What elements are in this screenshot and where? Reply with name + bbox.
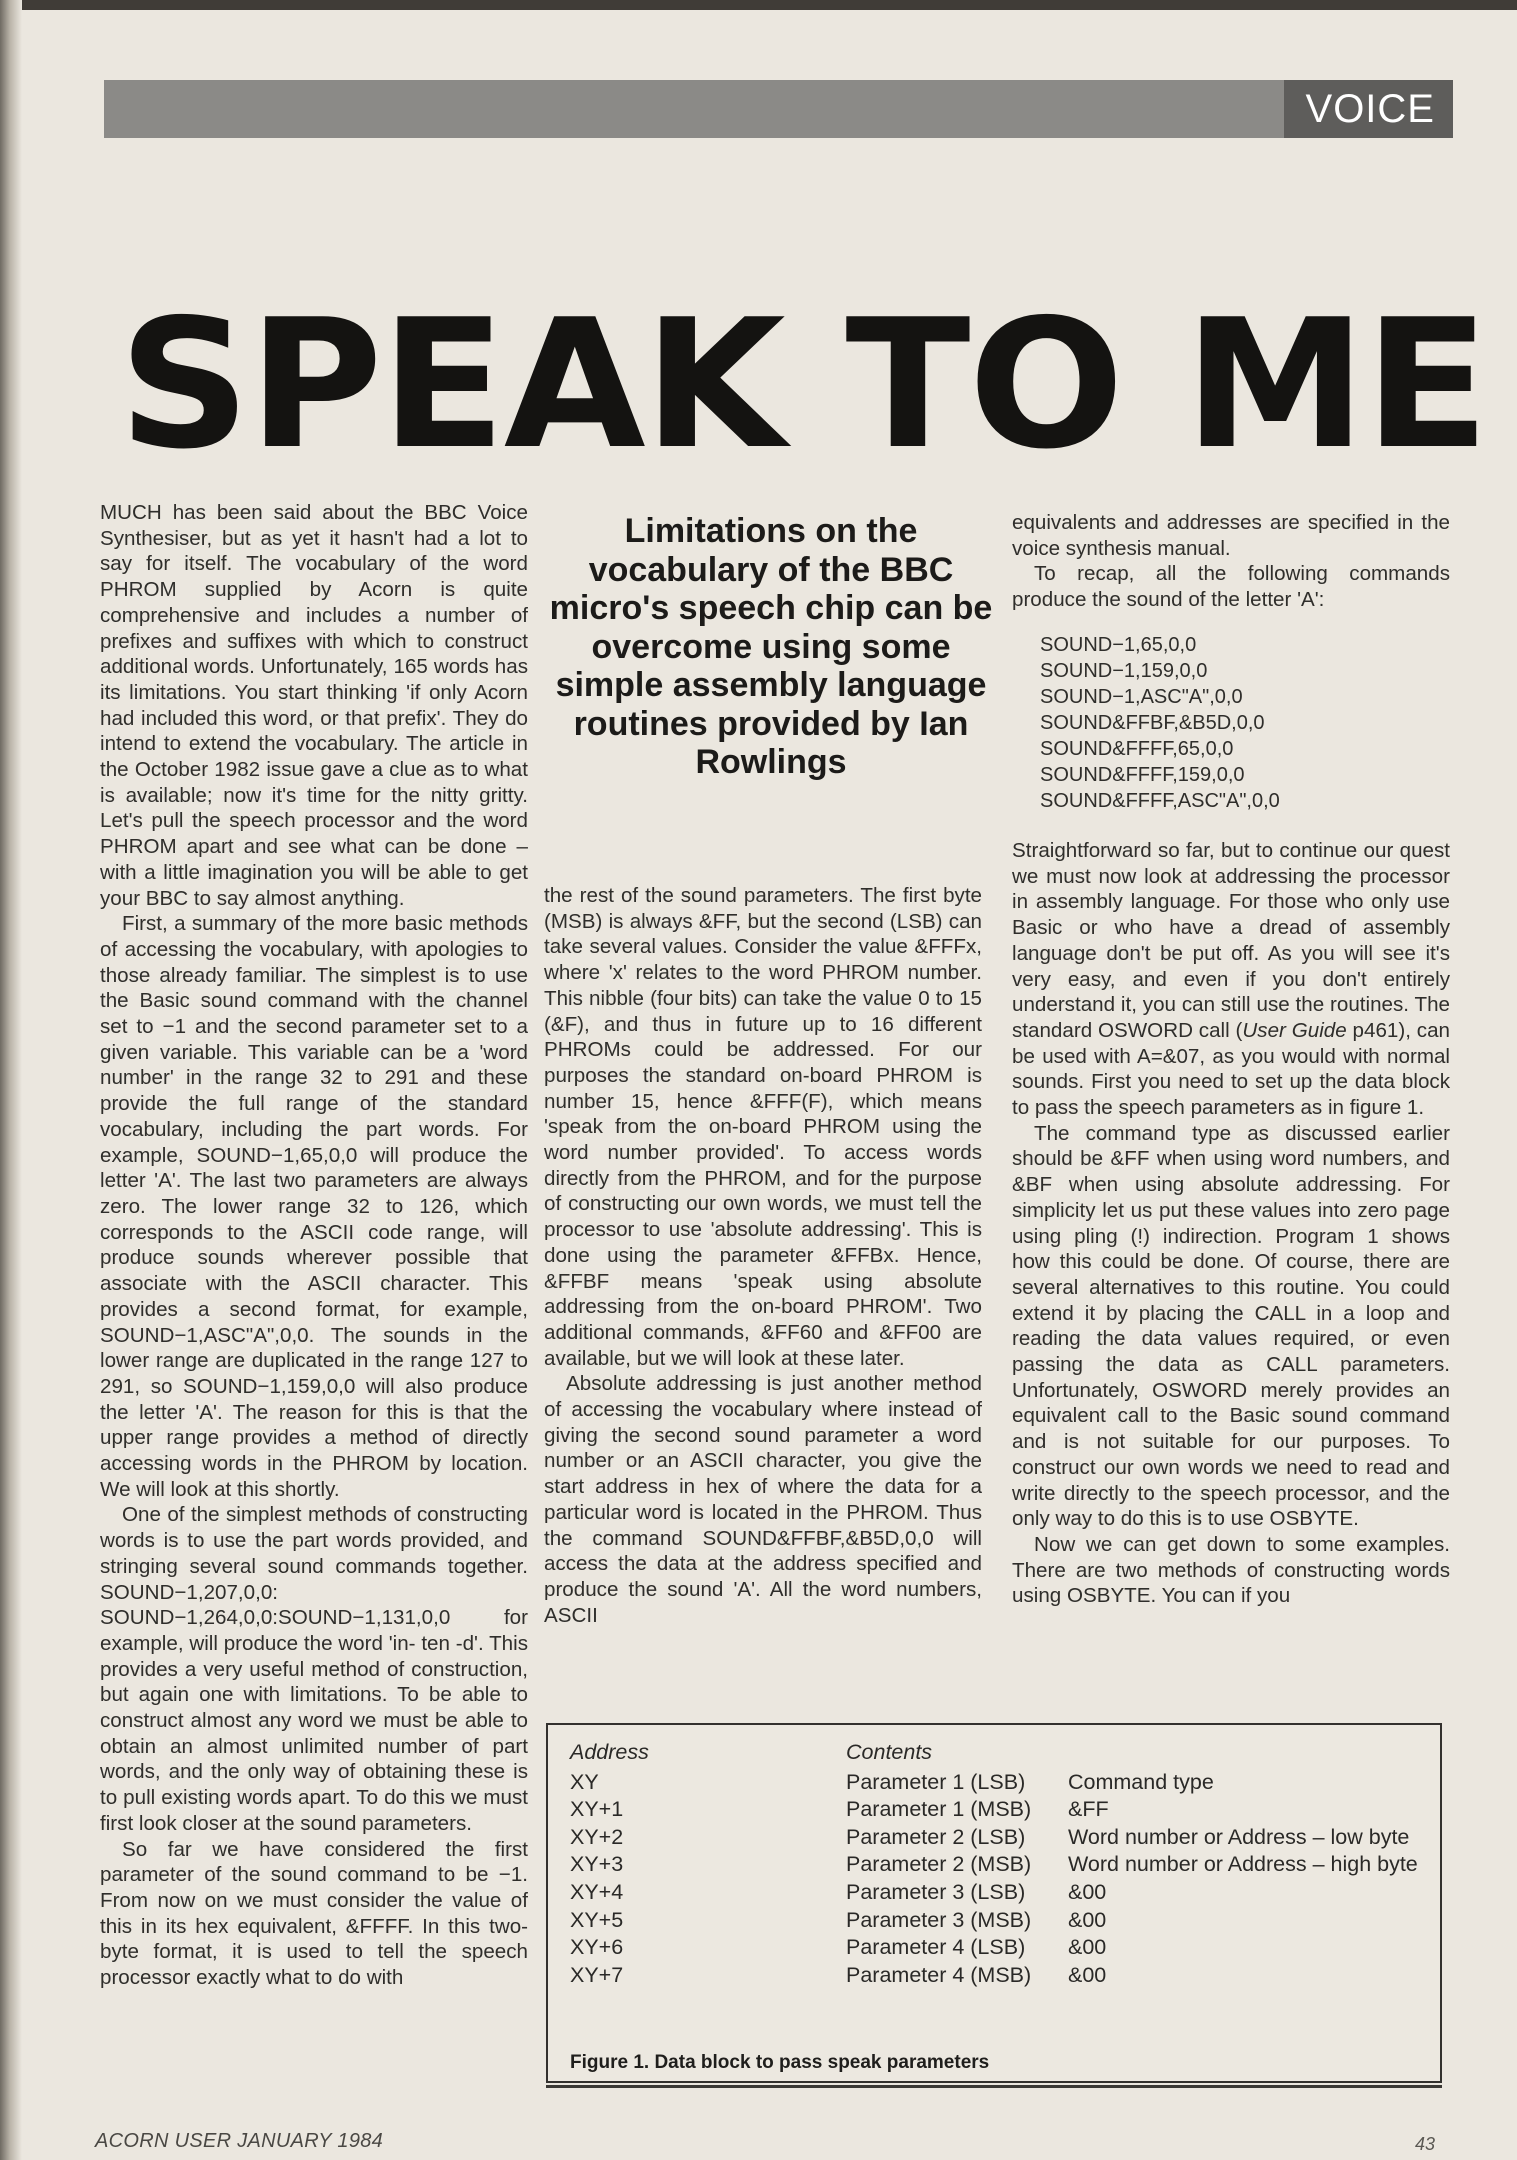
paragraph: One of the simplest methods of constructing words is to use the part words provided, and stringing several sound commands together. SOUND−1,207,0,0: SOUND−1,264,0,0:SOUND−1,131,0,0 for example, will produce the word 'in- ten -d'. This provides a very useful method of construction, but again one with limitations. To be able to construct almost any word we must be able to obtain an almost unlimited number of part words, and the only way of obtaining these is to pull existing words apart. To do this we must first look closer at the sound parameters. (100, 1503, 528, 1835)
table-cell: Parameter 1 (LSB) (846, 1769, 1026, 1794)
table-row (570, 1962, 1418, 1990)
table-cell: Parameter 3 (MSB) (846, 1907, 1032, 1932)
table-header-row (570, 1733, 1418, 1769)
code-examples (1040, 632, 1440, 814)
table-cell: &00 (1068, 1962, 1107, 1987)
column-3-intro (1012, 510, 1450, 613)
article-headline: SPEAK TO ME (118, 281, 1488, 488)
section-banner (104, 80, 1453, 138)
table-cell: Parameter 3 (LSB) (846, 1879, 1026, 1904)
code-line: SOUND−1,159,0,0 (1040, 660, 1208, 682)
table-cell: Parameter 2 (MSB) (846, 1852, 1032, 1877)
table-cell: Word number or Address – high byte (1068, 1852, 1418, 1877)
paragraph: So far we have considered the first parameter of the sound command to be −1. From now on we must consider the value of this in its hex equivalent, &FFFF. In this two-byte format, it is used to tell the speech processor exactly what to do with (100, 1837, 528, 1990)
code-line: SOUND&FFFF,159,0,0 (1040, 764, 1245, 786)
table-cell: XY (570, 1769, 599, 1794)
paragraph: Now we can get down to some examples. There are two methods of constructing words using OSBYTE. You can if you (1012, 1532, 1450, 1608)
table-cell: XY+5 (570, 1907, 624, 1932)
footer-page-number: 43 (1415, 2134, 1436, 2154)
paragraph: MUCH has been said about the BBC Voice Synthesiser, but as yet it hasn't had a lot to say for itself. The vocabulary of the word PHROM supplied by Acorn is quite comprehensive and includes a number of prefixes and suffixes with which to construct additional words. Unfortunately, 165 words has its limitations. You start thinking 'if only Acorn had included this word, or that prefix'. They do intend to extend the vocabulary. The article in the October 1982 issue gave a clue as to what is available; now it's time for the nitty gritty. Let's pull the speech processor and the word PHROM apart and see what can be done – with a little imagination you will be able to get your BBC to say almost anything. (100, 501, 528, 910)
paragraph: To recap, all the following commands produce the sound of the letter 'A': (1012, 562, 1450, 612)
table-row (570, 1824, 1418, 1852)
table-cell: XY+4 (570, 1879, 624, 1904)
column-header (1068, 1733, 1418, 1769)
column-header: Address (570, 1740, 649, 1764)
paragraph (1012, 838, 1450, 1121)
page-top-edge (0, 0, 1517, 10)
column-3-body (1012, 838, 1450, 1609)
table-cell: Command type (1068, 1769, 1214, 1794)
column-2 (544, 883, 982, 1628)
text-run-italic: User Guide (1242, 1018, 1347, 1042)
code-line: SOUND&FFBF,&B5D,0,0 (1040, 712, 1265, 734)
table-row (570, 1934, 1418, 1962)
table-cell: Word number or Address – low byte (1068, 1824, 1410, 1849)
figure-1-box (546, 1723, 1442, 2083)
code-line: SOUND−1,65,0,0 (1040, 634, 1197, 656)
table-cell: &FF (1068, 1797, 1109, 1822)
text-run: Straightforward so far, but to continue our quest we must now look at addressing the processor in assembly language. For those who only use Basic or who have a dread of assembly language don't be put off. As you will see it's very easy, and even if you don't entirely understand it, you can still use the routines. The standard OSWORD call ( (1012, 839, 1450, 1042)
table-cell: XY+1 (570, 1797, 624, 1822)
table-cell: Parameter 1 (MSB) (846, 1797, 1032, 1822)
figure-caption: Figure 1. Data block to pass speak parameters (570, 2052, 990, 2073)
table-cell: &00 (1068, 1879, 1107, 1904)
table-row (570, 1907, 1418, 1935)
paragraph: First, a summary of the more basic methods of accessing the vocabulary, with apologies to those already familiar. The simplest is to use the Basic sound command with the channel set to −1 and the second parameter set to a given variable. This variable can be a 'word number' in the range 32 to 291 and these provide the full range of the standard vocabulary, including the part words. For example, SOUND−1,65,0,0 will produce the letter 'A'. The last two parameters are always zero. The lower range 32 to 126, which corresponds to the ASCII code range, will produce sounds wherever possible that associate with the ASCII character. This provides a second format, for example, SOUND−1,ASC"A",0,0. The sounds in the lower range are duplicated in the range 127 to 291, so SOUND−1,159,0,0 will also produce the letter 'A'. The reason for this is that the upper range provides a method of directly accessing words in the PHROM by location. We will look at this shortly. (100, 912, 528, 1501)
paragraph: The command type as discussed earlier should be &FF when using word numbers, and &BF when using absolute addressing. For simplicity let us put these values into zero page using pling (!) indirection. Program 1 shows how this could be done. Of course, there are several alternatives to this routine. You could extend it by placing the CALL in a loop and reading the data values required, or even passing the data as CALL parameters. Unfortunately, OSWORD merely provides an equivalent call to the Basic sound command and is not suitable for our purposes. To construct our own words we need to read and write directly to the speech processor, and the only way to do this is to use OSBYTE. (1012, 1121, 1450, 1531)
code-line: SOUND&FFFF,ASC"A",0,0 (1040, 790, 1280, 812)
table-row (570, 1879, 1418, 1907)
table-cell: XY+3 (570, 1852, 624, 1877)
column-header: Contents (846, 1740, 933, 1764)
table-cell: &00 (1068, 1907, 1107, 1932)
table-row (570, 1769, 1418, 1797)
table-cell: XY+6 (570, 1935, 624, 1960)
binding-shadow (0, 0, 22, 2160)
table-cell: XY+7 (570, 1962, 624, 1987)
table-cell: Parameter 4 (LSB) (846, 1935, 1026, 1960)
table-cell: &00 (1068, 1935, 1107, 1960)
code-line: SOUND&FFFF,65,0,0 (1040, 738, 1234, 760)
table-row (570, 1796, 1418, 1824)
column-1 (100, 500, 528, 1991)
table-cell: Parameter 4 (MSB) (846, 1962, 1032, 1987)
table-cell: XY+2 (570, 1824, 624, 1849)
section-label: VOICE (1284, 80, 1453, 138)
code-line: SOUND−1,ASC"A",0,0 (1040, 686, 1243, 708)
figure-rule (546, 2085, 1442, 2088)
footer-publication: ACORN USER JANUARY 1984 (95, 2130, 384, 2152)
table-cell: Parameter 2 (LSB) (846, 1824, 1026, 1849)
text-run: p461), can be used with A=&07, as you would with normal sounds. First you need to set up the data block to pass the speech parameters as in figure 1. (1012, 1018, 1450, 1120)
table-row (570, 1851, 1418, 1879)
article-standfirst: Limitations on the vocabulary of the BBC micro's speech chip can be overcome using some simple assembly language routines provided by Ian Rowlings (549, 512, 993, 781)
paragraph: equivalents and addresses are specified in the voice synthesis manual. (1012, 511, 1450, 560)
figure-1-table (570, 1733, 1418, 1989)
paragraph: the rest of the sound parameters. The first byte (MSB) is always &FF, but the second (LSB) can take several values. Consider the value &FFFx, where 'x' relates to the word PHROM number. This nibble (four bits) can take the value 0 to 15 (&F), and thus in future up to 16 different PHROMs could be addressed. For our purposes the standard on-board PHROM is number 15, hence &FFF(F), which means 'speak from the on-board PHROM using the word number provided'. To access words directly from the PHROM, and for the purpose of constructing our own words, we must tell the processor to use 'absolute addressing'. This is done using the parameter &FFBx. Hence, &FFBF means 'speak using absolute addressing from the on-board PHROM'. Two additional commands, &FF60 and &FF00 are available, but we will look at these later. (544, 884, 982, 1370)
paragraph: Absolute addressing is just another method of accessing the vocabulary where instead of giving the second sound parameter a word number or an ASCII character, you give the start address in hex of where the data for a particular word is located in the PHROM. Thus the command SOUND&FFBF,&B5D,0,0 will access the data at the address specified and produce the sound 'A'. All the word numbers, ASCII (544, 1372, 982, 1627)
